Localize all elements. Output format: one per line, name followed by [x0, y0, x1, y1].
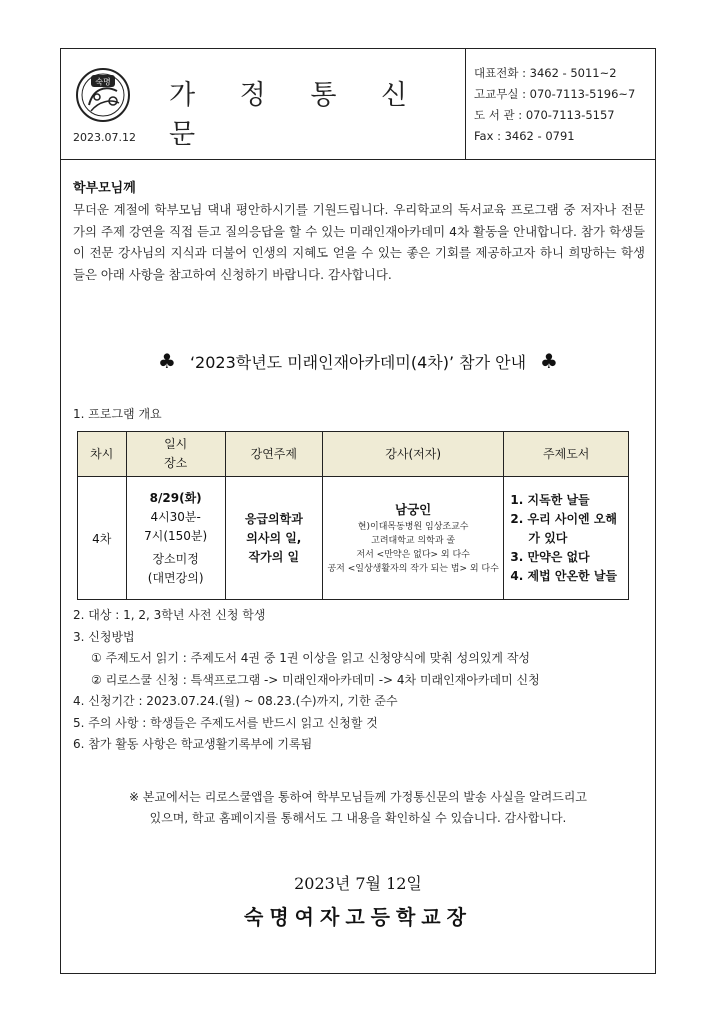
- contact-info: [474, 63, 635, 147]
- contact-office-phone: 고교무실 : 070-7113-5196~7: [474, 87, 636, 101]
- club-icon: ♣: [540, 349, 558, 373]
- info-target: 2. 대상 : 1, 2, 3학년 사전 신청 학생: [73, 608, 266, 622]
- newsletter-title: 가 정 통 신 문: [169, 80, 426, 150]
- intro-paragraph: 무더운 계절에 학부모님 댁내 평안하시기를 기원드립니다. 우리학교의 독서교육 프로그램 중 저자나 전문가의 주제 강연을 직접 듣고 질의응답을 할 수 있는 미래인재아카데미 4차 활동을 안내합니다. 참가 학생들이 전문 강사님의 지식과 더불어 인생의 지혜도 얻을 수 있는 좋은 기회를 제공하고자 하니 희망하는 학생들은 아래 사항을 참고하여 신청하기 바랍니다. 감사합니다.: [73, 202, 645, 282]
- book-list: [506, 491, 626, 586]
- cell-books: [504, 477, 629, 600]
- cell-datetime: 8/29(화) 4시30분- 7시(150분) 장소미정 (대면강의): [126, 477, 225, 600]
- header-books: 주제도서: [504, 432, 629, 477]
- book-item: 4. 제법 안온한 날들: [510, 568, 618, 583]
- header: [61, 49, 655, 160]
- header-topic: 강연주제: [225, 432, 322, 477]
- signature-date: 2023년 7월 12일: [294, 874, 422, 893]
- contact-main-phone: 대표전화 : 3462 - 5011~2: [474, 66, 617, 80]
- speaker-info: 고려대학교 의학과 졸: [371, 536, 456, 546]
- speaker-info: 현)이대목동병원 임상조교수: [357, 522, 469, 532]
- info-method-riroschool: ② 리로스쿨 신청 : 특색프로그램 -> 미래인재아카데미 -> 4차 미래인재아카데미 신청: [91, 672, 540, 687]
- info-caution: 5. 주의 사항 : 학생들은 주제도서를 반드시 읽고 신청할 것: [73, 715, 378, 730]
- speaker-info: 공저 <일상생활자의 작가 되는 법> 외 다수: [327, 564, 499, 574]
- info-period: 4. 신청기간 : 2023.07.24.(월) ~ 08.23.(수)까지, 기한 준수: [73, 694, 398, 708]
- club-icon: ♣: [158, 349, 176, 373]
- event-title-text: ‘2023학년도 미래인재아카데미(4차)’ 참가 안내: [189, 353, 527, 372]
- cell-speaker: [322, 477, 504, 600]
- info-method: 3. 신청방법: [73, 629, 135, 644]
- program-table: [77, 431, 629, 600]
- speaker-name: 남궁인: [395, 502, 432, 517]
- event-title: [61, 349, 655, 373]
- book-item: 1. 지독한 날들: [510, 492, 590, 507]
- header-round: 차시: [78, 432, 127, 477]
- notice-line: 있으며, 학교 홈페이지를 통해서도 그 내용을 확인하실 수 있습니다. 감사합니다.: [149, 811, 567, 825]
- greeting: 학부모님께: [73, 181, 136, 196]
- newsletter-page: [60, 48, 656, 974]
- info-record: 6. 참가 활동 사항은 학교생활기록부에 기록됨: [73, 737, 313, 751]
- school-logo: [75, 67, 131, 123]
- contact-library-phone: 도 서 관 : 070-7113-5157: [474, 108, 615, 122]
- contact-fax: Fax : 3462 - 0791: [474, 129, 575, 143]
- cell-topic: 응급의학과 의사의 일, 작가의 일: [225, 477, 322, 600]
- issue-date: 2023.07.12: [73, 131, 136, 144]
- school-signature: 숙명여자고등학교장: [244, 905, 472, 929]
- table-header-row: [78, 432, 629, 477]
- info-method-reading: ① 주제도서 읽기 : 주제도서 4권 중 1권 이상을 읽고 신청양식에 맞춰 성의있게 작성: [91, 651, 531, 665]
- header-title-area: [61, 49, 466, 159]
- section-program-overview: 1. 프로그램 개요: [73, 407, 162, 421]
- svg-text:숙명: 숙명: [95, 77, 111, 87]
- cell-round: 4차: [78, 477, 127, 600]
- book-item: 3. 만약은 없다: [510, 549, 590, 564]
- notice: [61, 787, 655, 829]
- table-row: [78, 477, 629, 600]
- info-list: [73, 605, 540, 756]
- speaker-info: 저서 <만약은 없다> 외 다수: [356, 550, 470, 560]
- header-datetime: 일시 장소: [126, 432, 225, 477]
- book-item: 2. 우리 사이엔 오해가 있다: [510, 511, 618, 545]
- header-speaker: 강사(저자): [322, 432, 504, 477]
- notice-line: ※ 본교에서는 리로스쿨앱을 통하여 학부모님들께 가정통신문의 발송 사실을 알려드리고: [129, 790, 587, 804]
